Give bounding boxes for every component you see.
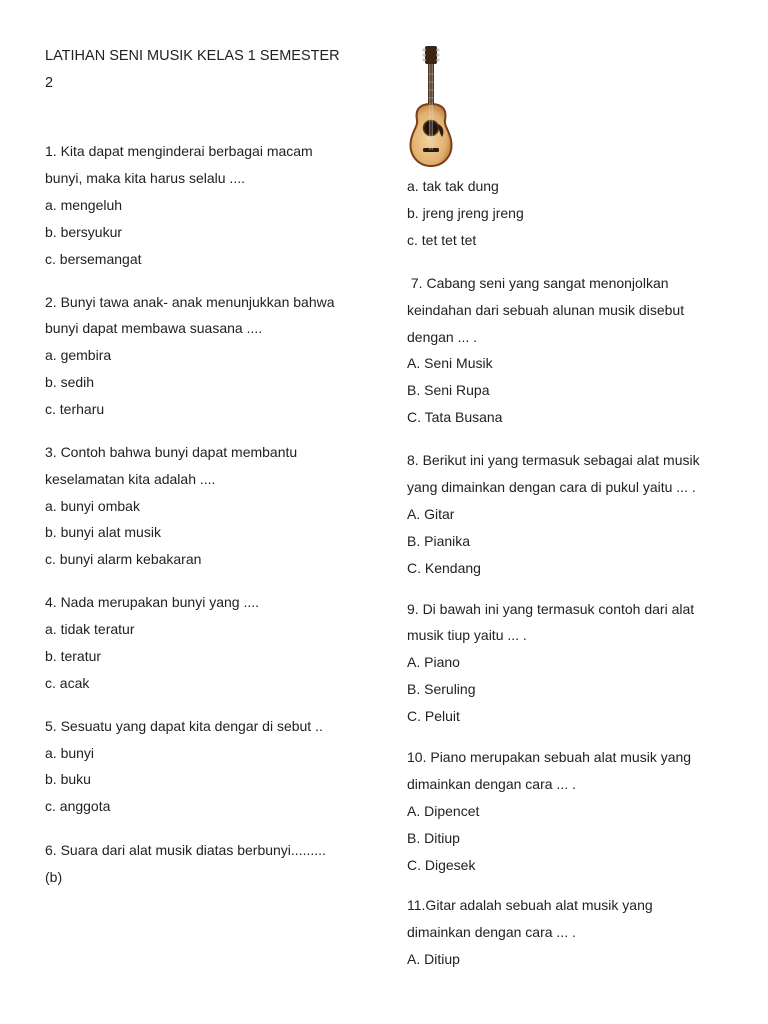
question-5-text: 5. Sesuatu yang dapat kita dengar di sebut .. [45,718,323,734]
question-10-text: 10. Piano merupakan sebuah alat musik yang [407,749,692,765]
question-6-option-b: b. jreng jreng jreng [407,205,524,221]
question-1-text-line2: bunyi, maka kita harus selalu .... [45,170,245,186]
question-3-text-line2: keselamatan kita adalah .... [45,471,216,487]
question-9-text-line2: musik tiup yaitu ... . [407,627,527,643]
question-4-option-a: a. tidak teratur [45,621,135,637]
question-7-option-c: C. Tata Busana [407,409,503,425]
question-10-option-a: A. Dipencet [407,803,480,819]
question-5-option-b: b. buku [45,771,91,787]
question-8-text-line2: yang dimainkan dengan cara di pukul yaitu ... . [407,479,696,495]
question-8-option-a: A. Gitar [407,506,455,522]
question-1-option-b: b. bersyukur [45,224,123,240]
question-4-option-c: c. acak [45,675,90,691]
question-2-text: 2. Bunyi tawa anak- anak menunjukkan bahwa [45,294,335,310]
question-2-option-c: c. terharu [45,401,105,417]
question-10-option-b: B. Ditiup [407,830,460,846]
question-7-text-line2: keindahan dari sebuah alunan musik disebut [407,302,685,318]
question-10-option-c: C. Digesek [407,857,476,873]
question-7-option-b: B. Seni Rupa [407,382,490,398]
question-8-option-c: C. Kendang [407,560,481,576]
question-4-text: 4. Nada merupakan bunyi yang .... [45,594,260,610]
question-8-option-b: B. Pianika [407,533,471,549]
question-11-text: 11.Gitar adalah sebuah alat musik yang [407,897,653,913]
question-2-option-a: a. gembira [45,347,112,363]
question-6-option-c: c. tet tet tet [407,232,477,248]
question-9-option-c: C. Peluit [407,708,460,724]
question-1-text: 1. Kita dapat menginderai berbagai macam [45,143,313,159]
question-3-option-c: c. bunyi alarm kebakaran [45,551,202,567]
question-9-option-a: A. Piano [407,654,460,670]
question-1-option-c: c. bersemangat [45,251,142,267]
question-3-option-a: a. bunyi ombak [45,498,140,514]
question-3-text: 3. Contoh bahwa bunyi dapat membantu [45,444,298,460]
question-5-option-a: a. bunyi [45,745,95,761]
question-9-text: 9. Di bawah ini yang termasuk contoh dari alat [407,601,695,617]
question-6-answer: (b) [45,869,63,885]
question-7-text: 7. Cabang seni yang sangat menonjolkan [407,275,669,291]
question-8-text: 8. Berikut ini yang termasuk sebagai alat musik [407,452,700,468]
question-2-option-b: b. sedih [45,374,95,390]
question-6-option-a: a. tak tak dung [407,178,499,194]
question-10-text-line2: dimainkan dengan cara ... . [407,776,576,792]
question-11-option-a: A. Ditiup [407,951,460,967]
question-11-text-line2: dimainkan dengan cara ... . [407,924,576,940]
page-title-line2: 2 [45,75,54,91]
question-7-text-line3: dengan ... . [407,329,478,345]
acoustic-guitar-icon [405,44,457,168]
question-2-text-line2: bunyi dapat membawa suasana .... [45,320,263,336]
question-5-option-c: c. anggota [45,798,111,814]
question-4-option-b: b. teratur [45,648,102,664]
question-9-option-b: B. Seruling [407,681,476,697]
question-3-option-b: b. bunyi alat musik [45,524,161,540]
question-1-option-a: a. mengeluh [45,197,123,213]
question-7-option-a: A. Seni Musik [407,355,493,371]
question-6-text: 6. Suara dari alat musik diatas berbunyi......... [45,842,326,858]
page-title: LATIHAN SENI MUSIK KELAS 1 SEMESTER [45,48,340,64]
